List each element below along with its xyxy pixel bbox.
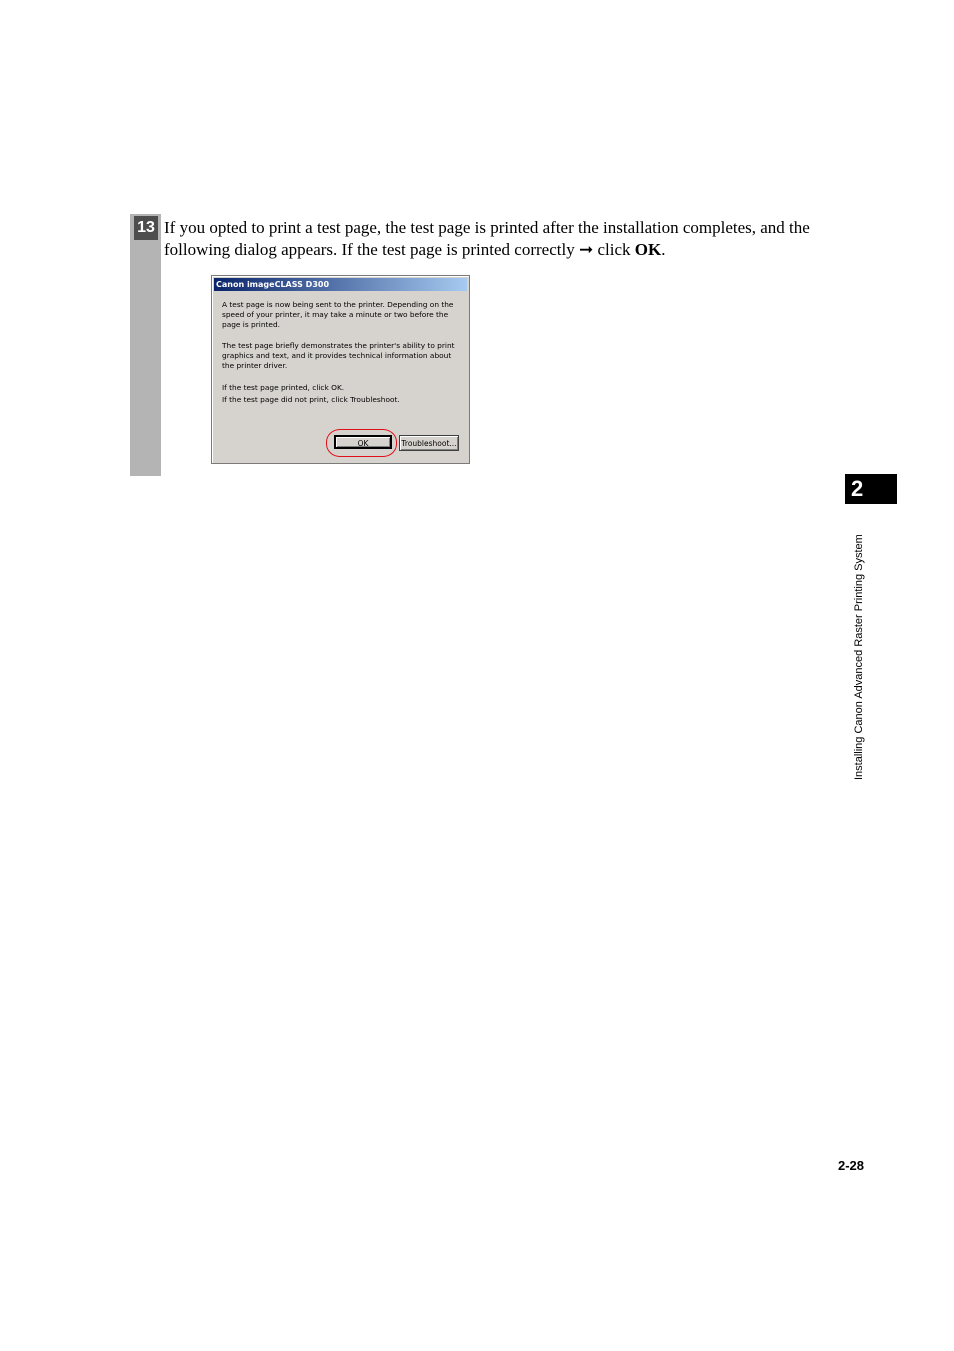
step-bold-ok: OK [634, 240, 662, 259]
ok-button[interactable]: OK [334, 435, 392, 449]
troubleshoot-button[interactable]: Troubleshoot... [399, 435, 459, 451]
dialog-paragraph-sending: A test page is now being sent to the printer. Depending on the speed of your printer, it may take a minute or two before the page is printed. [222, 300, 454, 329]
chapter-title-vertical [853, 510, 869, 780]
step-instruction [164, 217, 824, 261]
dialog-paragraph-demonstrates: The test page briefly demonstrates the printer's ability to print graphics and text, and it provides technical information about the printer driver. [222, 341, 455, 370]
dialog-line-troubleshoot: If the test page did not print, click Troubleshoot. [222, 395, 400, 404]
step-text-main: If you opted to print a test page, the test page is printed after the installation completes, and the following dialog appears. If the test page is printed correctly [164, 218, 810, 259]
step-text-end: . [661, 240, 666, 259]
step-sidebar-bar [130, 214, 161, 476]
step-number: 13 [134, 216, 158, 240]
dialog-title-bar[interactable]: Canon imageCLASS D300 [214, 278, 467, 291]
ok-button-highlight-circle [326, 429, 397, 457]
step-text-click: click [593, 240, 635, 259]
chapter-number-tab: 2 [845, 474, 897, 504]
chapter-title-text: Installing Canon Advanced Raster Printing System [853, 534, 865, 780]
arrow-icon: ➞ [578, 240, 594, 259]
page-number: 2-28 [838, 1158, 865, 1173]
dialog-line-ok: If the test page printed, click OK. [222, 383, 345, 392]
